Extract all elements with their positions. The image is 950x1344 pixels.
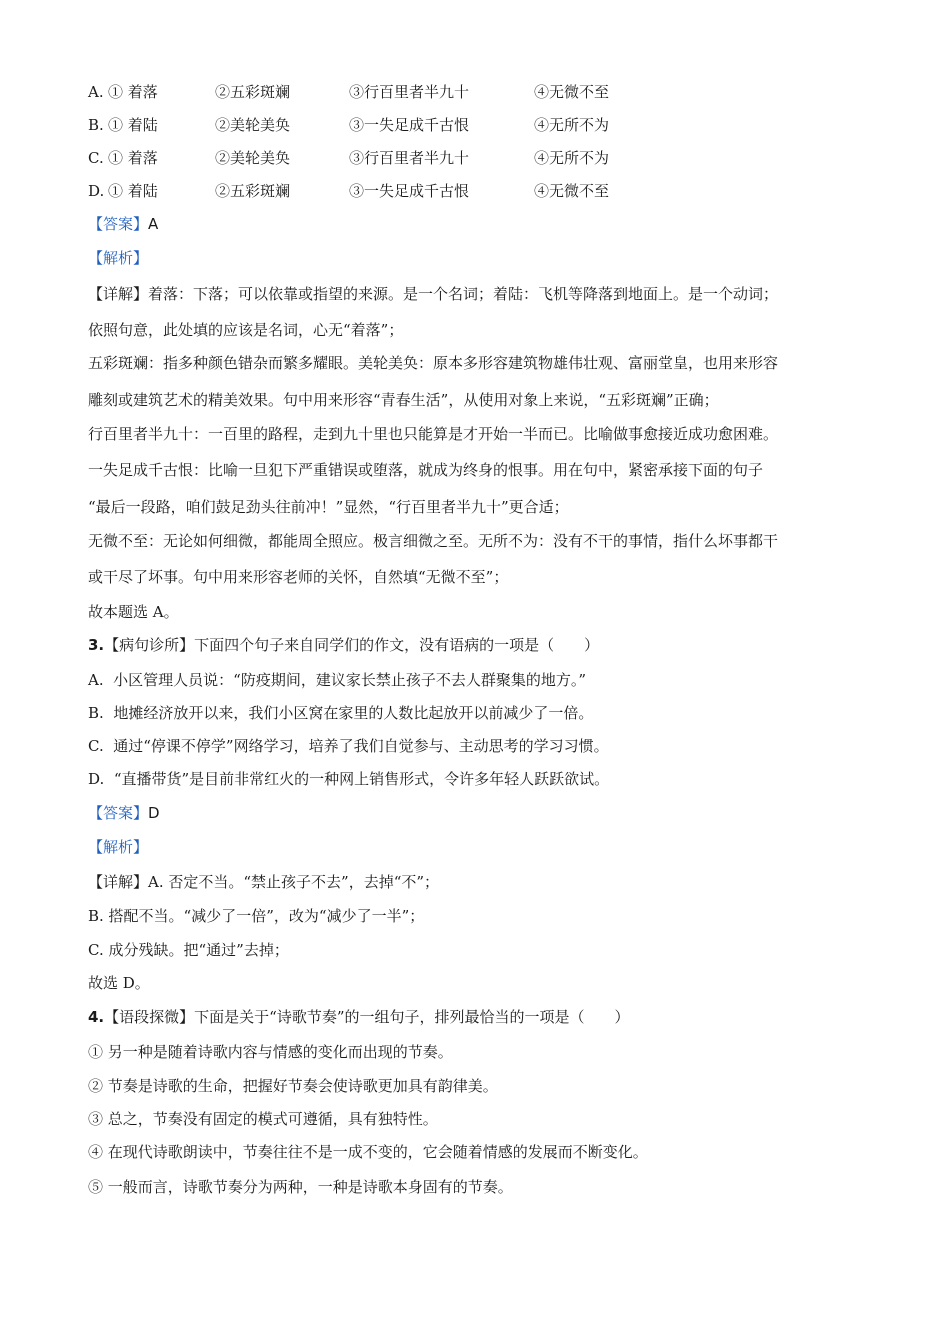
q2-detail-line: 无微不至：无论如何细微，都能周全照应。极言细微之至。无所不为：没有不干的事情，指什么坏事都干 bbox=[88, 532, 779, 550]
answer-label: 【答案】 bbox=[88, 215, 149, 233]
q4-sentence: ⑤ 一般而言，诗歌节奏分为两种，一种是诗歌本身固有的节奏。 bbox=[88, 1178, 513, 1196]
q2-conclusion: 故本题选 A。 bbox=[88, 603, 179, 621]
detail-text: 着落：下落；可以依靠或指望的来源。是一个名词；着陆：飞机等降落到地面上。是一个动词； bbox=[148, 285, 779, 303]
q4-sentence: ① 另一种是随着诗歌内容与情感的变化而出现的节奏。 bbox=[88, 1043, 453, 1061]
option-choice-3: ③一失足成千古恨 bbox=[349, 182, 470, 200]
option-choice-2: ②五彩斑斓 bbox=[215, 83, 291, 101]
option-letter: D. bbox=[88, 770, 105, 788]
option-letter: D. bbox=[88, 182, 105, 200]
q3-conclusion: 故选 D。 bbox=[88, 974, 150, 992]
q3-option bbox=[88, 670, 586, 690]
option-choice-2: ②美轮美奂 bbox=[215, 149, 291, 167]
option-text: 地摊经济放开以来，我们小区窝在家里的人数比起放开以前减少了一倍。 bbox=[113, 704, 594, 722]
answer-value: A bbox=[148, 215, 159, 233]
answer-label: 【答案】 bbox=[88, 804, 149, 822]
q2-detail-line: 一失足成千古恨：比喻一旦犯下严重错误或堕落，就成为终身的恨事。用在句中，紧密承接下面的句子 bbox=[88, 461, 764, 479]
option-choice-2: ②五彩斑斓 bbox=[215, 182, 291, 200]
option-letter: B. bbox=[88, 704, 104, 722]
option-choice-2: ②美轮美奂 bbox=[215, 116, 291, 134]
option-choice-3: ③一失足成千古恨 bbox=[349, 116, 470, 134]
q2-detail-line bbox=[88, 284, 778, 304]
answer-value: D bbox=[148, 804, 160, 822]
question-tag: 【语段探微】 bbox=[104, 1008, 195, 1026]
question-text: 下面四个句子来自同学们的作文，没有语病的一项是（ ） bbox=[194, 636, 600, 654]
q3-analysis-heading bbox=[88, 837, 148, 857]
q2-detail-line: 或干尽了坏事。句中用来形容老师的关怀，自然填“无微不至”； bbox=[88, 568, 509, 586]
analysis-label: 【解析】 bbox=[88, 249, 149, 267]
q2-analysis-heading bbox=[88, 248, 148, 268]
option-choice-4: ④无所不为 bbox=[534, 116, 610, 134]
option-choice-4: ④无所不为 bbox=[534, 149, 610, 167]
question-text: 下面是关于“诗歌节奏”的一组句子，排列最恰当的一项是（ ） bbox=[194, 1008, 630, 1026]
q3-answer bbox=[88, 803, 160, 823]
option-choice-1: ① 着落 bbox=[108, 83, 158, 101]
q3-detail-line: B. 搭配不当。“减少了一倍”，改为“减少了一半”； bbox=[88, 907, 425, 925]
q2-detail-line: 五彩斑斓：指多种颜色错杂而繁多耀眼。美轮美奂：原本多形容建筑物雄伟壮观、富丽堂皇，也用来形容 bbox=[88, 354, 779, 372]
q3-option bbox=[88, 736, 609, 756]
option-letter: C. bbox=[88, 737, 104, 755]
q3-detail-line bbox=[88, 872, 439, 892]
option-letter: B. bbox=[88, 116, 104, 134]
q2-detail-line: 依照句意，此处填的应该是名词，心无“着落”； bbox=[88, 321, 404, 339]
question-number: 4. bbox=[88, 1008, 105, 1026]
option-choice-1: ① 着落 bbox=[108, 149, 158, 167]
option-choice-3: ③行百里者半九十 bbox=[349, 83, 470, 101]
option-choice-4: ④无微不至 bbox=[534, 83, 610, 101]
question-tag: 【病句诊所】 bbox=[104, 636, 195, 654]
option-letter: A. bbox=[88, 83, 104, 101]
option-text: “直播带货”是目前非常红火的一种网上销售形式，令许多年轻人跃跃欲试。 bbox=[113, 770, 610, 788]
q4-sentence: ② 节奏是诗歌的生命，把握好节奏会使诗歌更加具有韵律美。 bbox=[88, 1077, 498, 1095]
option-letter: C. bbox=[88, 149, 104, 167]
detail-label: 【详解】 bbox=[88, 873, 149, 891]
q2-detail-line: 行百里者半九十：一百里的路程，走到九十里也只能算是才开始一半而已。比喻做事愈接近成功愈困难。 bbox=[88, 425, 779, 443]
q4-stem bbox=[88, 1007, 630, 1027]
q2-detail-line: “最后一段路，咱们鼓足劲头往前冲！”显然，“行百里者半九十”更合适； bbox=[88, 498, 569, 516]
q3-option bbox=[88, 769, 609, 789]
option-text: 通过“停课不停学”网络学习，培养了我们自觉参与、主动思考的学习习惯。 bbox=[113, 737, 609, 755]
q4-sentence: ③ 总之，节奏没有固定的模式可遵循，具有独特性。 bbox=[88, 1110, 438, 1128]
q3-detail-line: C. 成分残缺。把“通过”去掉； bbox=[88, 941, 289, 959]
q4-sentence: ④ 在现代诗歌朗读中，节奏往往不是一成不变的，它会随着情感的发展而不断变化。 bbox=[88, 1143, 648, 1161]
option-choice-4: ④无微不至 bbox=[534, 182, 610, 200]
question-number: 3. bbox=[88, 636, 105, 654]
option-letter: A. bbox=[88, 671, 104, 689]
option-choice-1: ① 着陆 bbox=[108, 116, 158, 134]
option-text: 小区管理人员说：“防疫期间，建议家长禁止孩子不去人群聚集的地方。” bbox=[113, 671, 586, 689]
q3-option bbox=[88, 703, 593, 723]
analysis-label: 【解析】 bbox=[88, 838, 149, 856]
q2-answer bbox=[88, 214, 158, 234]
option-choice-3: ③行百里者半九十 bbox=[349, 149, 470, 167]
q2-detail-line: 雕刻或建筑艺术的精美效果。句中用来形容“青春生活”，从使用对象上来说，“五彩斑斓”正确； bbox=[88, 391, 719, 409]
detail-text: A. 否定不当。“禁止孩子不去”，去掉“不”； bbox=[148, 873, 440, 891]
detail-label: 【详解】 bbox=[88, 285, 149, 303]
option-choice-1: ① 着陆 bbox=[108, 182, 158, 200]
q3-stem bbox=[88, 635, 599, 655]
